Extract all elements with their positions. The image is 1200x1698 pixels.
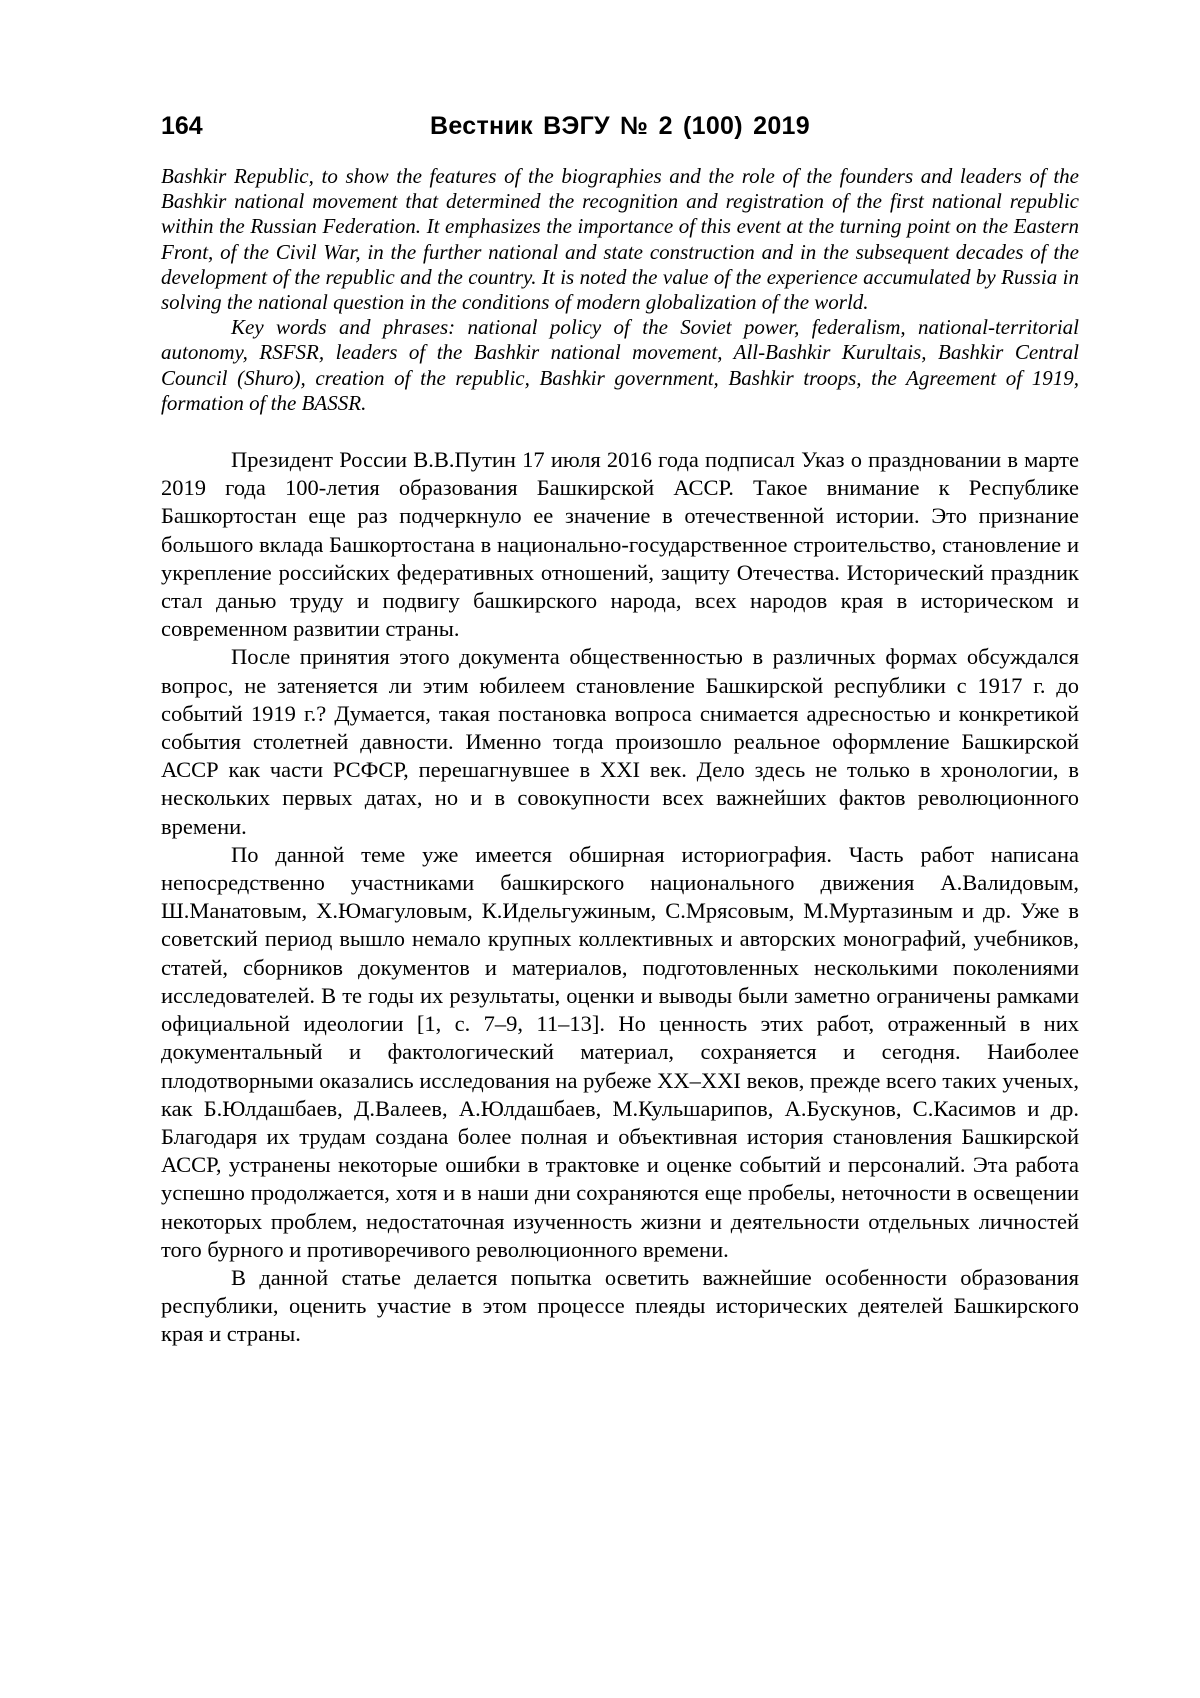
english-abstract — [161, 164, 1079, 416]
abstract-keywords: Key words and phrases: national policy of the Soviet power, federalism, national-territorial autonomy, RSFSR, leaders of the Bashkir national movement, All-Bashkir Kurultais, Bashkir Central Council (Shuro), creation of the republic, Bashkir government, Bashkir troops, the Agreement of 1919, formation of the BASSR. — [161, 315, 1079, 415]
abstract-continuation: Bashkir Republic, to show the features of the biographies and the role of the founders and leaders of the Bashkir national movement that determined the recognition and registration of the first national republic within the Russian Federation. It emphasizes the importance of this event at the turning point on the Eastern Front, of the Civil War, in the further national and state construction and in the subsequent decades of the development of the republic and the country. It is noted the value of the experience accumulated by Russia in solving the national question in the conditions of modern globalization of the world. — [161, 164, 1079, 315]
body-paragraph-1: Президент России В.В.Путин 17 июля 2016 года подписал Указ о праздновании в марте 2019 года 100-летия образования Башкирской АССР. Такое внимание к Республике Башкортостан еще раз подчеркнуло ее значение в отечественной истории. Это признание большого вклада Башкортостана в национально-государственное строительство, становление и укрепление российских федеративных отношений, защиту Отечества. Исторический праздник стал данью труду и подвигу башкирского народа, всех народов края в историческом и современном развитии страны. — [161, 447, 1079, 642]
journal-page — [161, 108, 1079, 1349]
body-paragraph-2: После принятия этого документа общественностью в различных формах обсуждался вопрос, не затеняется ли этим юбилеем становление Башкирской республики с 1917 г. до событий 1919 г.? Думается, такая постановка вопроса снимается адресностью и конкретикой события столетней давности. Именно тогда произошло реальное оформление Башкирской АССР как части РСФСР, перешагнувшее в XXI век. Дело здесь не только в хронологии, в нескольких первых датах, но и в совокупности всех важнейших фактов революционного времени. — [161, 644, 1079, 839]
body-paragraph-3: По данной теме уже имеется обширная историография. Часть работ написана непосредственно участниками башкирского национального движения А.Валидовым, Ш.Манатовым, Х.Юмагуловым, К.Идельгужиным, С.Мрясовым, М.Муртазиным и др. Уже в советский период вышло немало крупных коллективных и авторских монографий, учебников, статей, сборников документов и материалов, подготовленных несколькими поколениями исследователей. В те годы их результаты, оценки и выводы были заметно ограничены рамками официальной идеологии [1, с. 7–9, 11–13]. Но ценность этих работ, отраженный в них документальный и фактологический материал, сохраняется и сегодня. Наиболее плодотворными оказались исследования на рубеже XX–XXI веков, прежде всего таких ученых, как Б.Юлдашбаев, Д.Валеев, А.Юлдашбаев, М.Кульшарипов, А.Бускунов, С.Касимов и др. Благодаря их трудам создана более полная и объективная история становления Башкирской АССР, устранены некоторые ошибки в трактовке и оценке событий и персоналий. Эта работа успешно продолжается, хотя и в наши дни сохраняются еще пробелы, неточности в освещении некоторых проблем, недостаточная изученность жизни и деятельности отдельных личностей того бурного и противоречивого революционного времени. — [161, 841, 1079, 1262]
page-number: 164 — [161, 112, 203, 140]
article-body — [161, 446, 1079, 1349]
body-paragraph-4: В данной статье делается попытка осветить важнейшие особенности образования республики, оценить участие в этом процессе плеяды исторических деятелей Башкирского края и страны. — [161, 1264, 1079, 1347]
running-header — [161, 108, 1079, 144]
journal-title: Вестник ВЭГУ № 2 (100) 2019 — [430, 112, 810, 140]
